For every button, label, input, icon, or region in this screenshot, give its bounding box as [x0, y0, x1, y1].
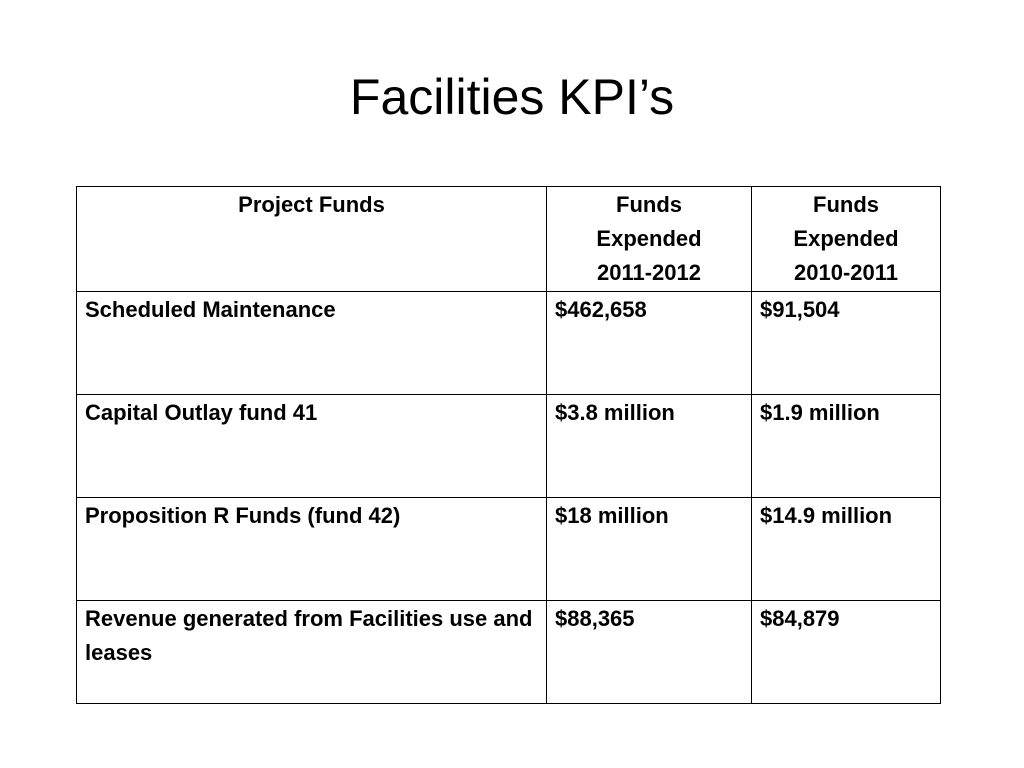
- header-project-funds-label: Project Funds: [238, 192, 385, 217]
- row-label: Capital Outlay fund 41: [77, 395, 547, 498]
- row-value-2011-2012: $3.8 million: [547, 395, 752, 498]
- header-funds-2011-2012-line-1: Funds: [616, 192, 682, 217]
- table-row: [77, 395, 941, 498]
- header-funds-2010-2011: [752, 187, 941, 292]
- row-value-2010-2011: $84,879: [752, 601, 941, 704]
- header-project-funds: [77, 187, 547, 292]
- row-label: Scheduled Maintenance: [77, 292, 547, 395]
- row-value-2011-2012: $88,365: [547, 601, 752, 704]
- header-funds-2010-2011-line-3: 2010-2011: [794, 260, 898, 285]
- table-header-row: [77, 187, 941, 292]
- slide-title: Facilities KPI’s: [349, 69, 675, 125]
- row-value-2010-2011: $14.9 million: [752, 498, 941, 601]
- row-value-2010-2011: $91,504: [752, 292, 941, 395]
- row-value-2010-2011: $1.9 million: [752, 395, 941, 498]
- row-value-2011-2012: $18 million: [547, 498, 752, 601]
- header-funds-2011-2012-line-3: 2011-2012: [597, 260, 701, 285]
- kpi-table: [76, 186, 941, 704]
- row-label: Proposition R Funds (fund 42): [77, 498, 547, 601]
- header-funds-2011-2012: [547, 187, 752, 292]
- table-row: [77, 601, 941, 704]
- header-funds-2010-2011-line-2: Expended: [793, 226, 899, 251]
- row-label: Revenue generated from Facilities use and leases: [77, 601, 547, 704]
- header-funds-2010-2011-line-1: Funds: [813, 192, 879, 217]
- table-row: [77, 292, 941, 395]
- row-value-2011-2012: $462,658: [547, 292, 752, 395]
- table-row: [77, 498, 941, 601]
- header-funds-2011-2012-line-2: Expended: [596, 226, 702, 251]
